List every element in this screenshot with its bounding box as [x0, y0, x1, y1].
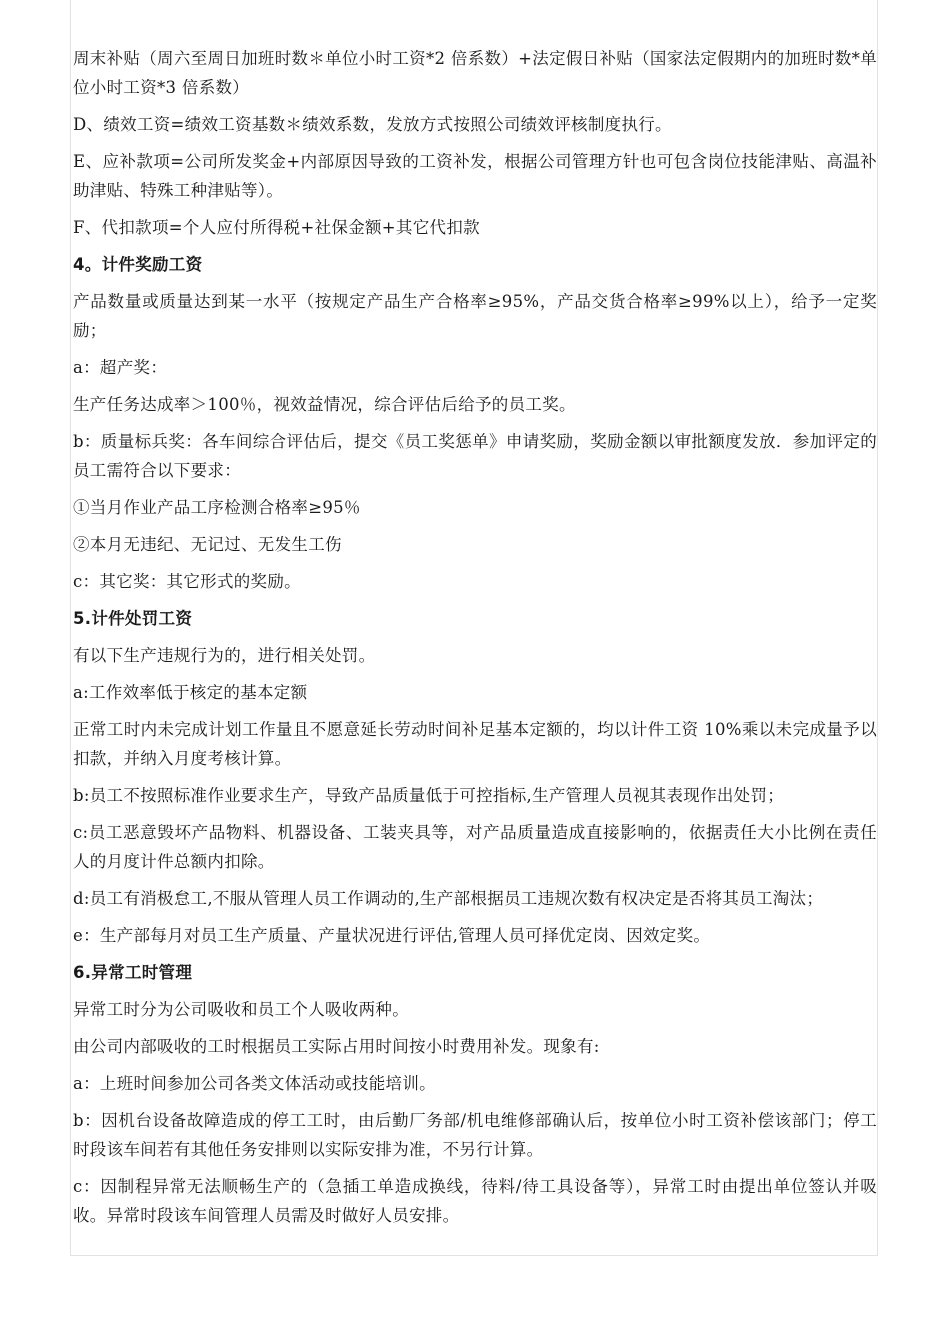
abnormal-b: b：因机台设备故障造成的停工工时，由后勤厂务部/机电维修部确认后，按单位小时工资补偿该部门；停工时段该车间若有其他任务安排则以实际安排为准，不另行计算。 [73, 1111, 877, 1159]
section-4-heading: 4。计件奖励工资 [73, 255, 203, 274]
penalty-a: a:工作效率低于核定的基本定额 [73, 683, 308, 702]
requirement-2: ②本月无违纪、无记过、无发生工伤 [73, 535, 342, 554]
penalty-e: e：生产部每月对员工生产质量、产量状况进行评估,管理人员可择优定岗、因效定奖。 [73, 926, 711, 945]
item-d-performance-pay: D、绩效工资=绩效工资基数＊绩效系数，发放方式按照公司绩效评核制度执行。 [73, 115, 672, 134]
item-f-deductions: F、代扣款项=个人应付所得税+社保金额+其它代扣款 [73, 218, 480, 237]
abnormal-a: a：上班时间参加公司各类文体活动或技能培训。 [73, 1074, 436, 1093]
item-e-supplement: E、应补款项=公司所发奖金+内部原因导致的工资补发，根据公司管理方针也可包含岗位技能津贴、高温补助津贴、特殊工种津贴等）。 [73, 152, 877, 200]
section-5-intro: 有以下生产违规行为的，进行相关处罚。 [73, 646, 376, 665]
penalty-b: b:员工不按照标准作业要求生产，导致产品质量低于可控指标,生产管理人员视其表现作出处罚； [73, 786, 785, 805]
penalty-a-detail: 正常工时内未完成计划工作量且不愿意延长劳动时间补足基本定额的，均以计件工资 10%乘以未完成量予以扣款，并纳入月度考核计算。 [73, 720, 877, 768]
company-absorb-intro: 由公司内部吸收的工时根据员工实际占用时间按小时费用补发。现象有: [73, 1037, 600, 1056]
section-6-intro: 异常工时分为公司吸收和员工个人吸收两种。 [73, 1000, 409, 1019]
document-body [73, 44, 877, 1238]
section-4-intro: 产品数量或质量达到某一水平（按规定产品生产合格率≥95%，产品交货合格率≥99%以上），给予一定奖励； [73, 292, 877, 340]
overproduction-detail: 生产任务达成率＞100％，视效益情况，综合评估后给予的员工奖。 [73, 395, 576, 414]
section-6-heading: 6.异常工时管理 [73, 963, 193, 982]
penalty-c: c:员工恶意毁坏产品物料、机器设备、工装夹具等，对产品质量造成直接影响的，依据责任大小比例在责任人的月度计件总额内扣除。 [73, 823, 877, 871]
item-c-other-awards: c：其它奖：其它形式的奖励。 [73, 572, 301, 591]
requirement-1: ①当月作业产品工序检测合格率≥95％ [73, 498, 361, 517]
abnormal-c: c：因制程异常无法顺畅生产的（急插工单造成换线，待料/待工具设备等），异常工时由提出单位签认并吸收。异常时段该车间管理人员需及时做好人员安排。 [73, 1177, 877, 1225]
penalty-d: d:员工有消极怠工,不服从管理人员工作调动的,生产部根据员工违规次数有权决定是否将其员工淘汰； [73, 889, 824, 908]
item-a-overproduction: a：超产奖： [73, 358, 168, 377]
item-b-quality-award: b：质量标兵奖：各车间综合评估后，提交《员工奖惩单》申请奖励，奖励金额以审批额度发放．参加评定的员工需符合以下要求： [73, 432, 877, 480]
section-5-heading: 5.计件处罚工资 [73, 609, 193, 628]
weekend-subsidy-formula: 周末补贴（周六至周日加班时数＊单位小时工资*2 倍系数）+法定假日补贴（国家法定假期内的加班时数*单位小时工资*3 倍系数） [73, 49, 877, 97]
